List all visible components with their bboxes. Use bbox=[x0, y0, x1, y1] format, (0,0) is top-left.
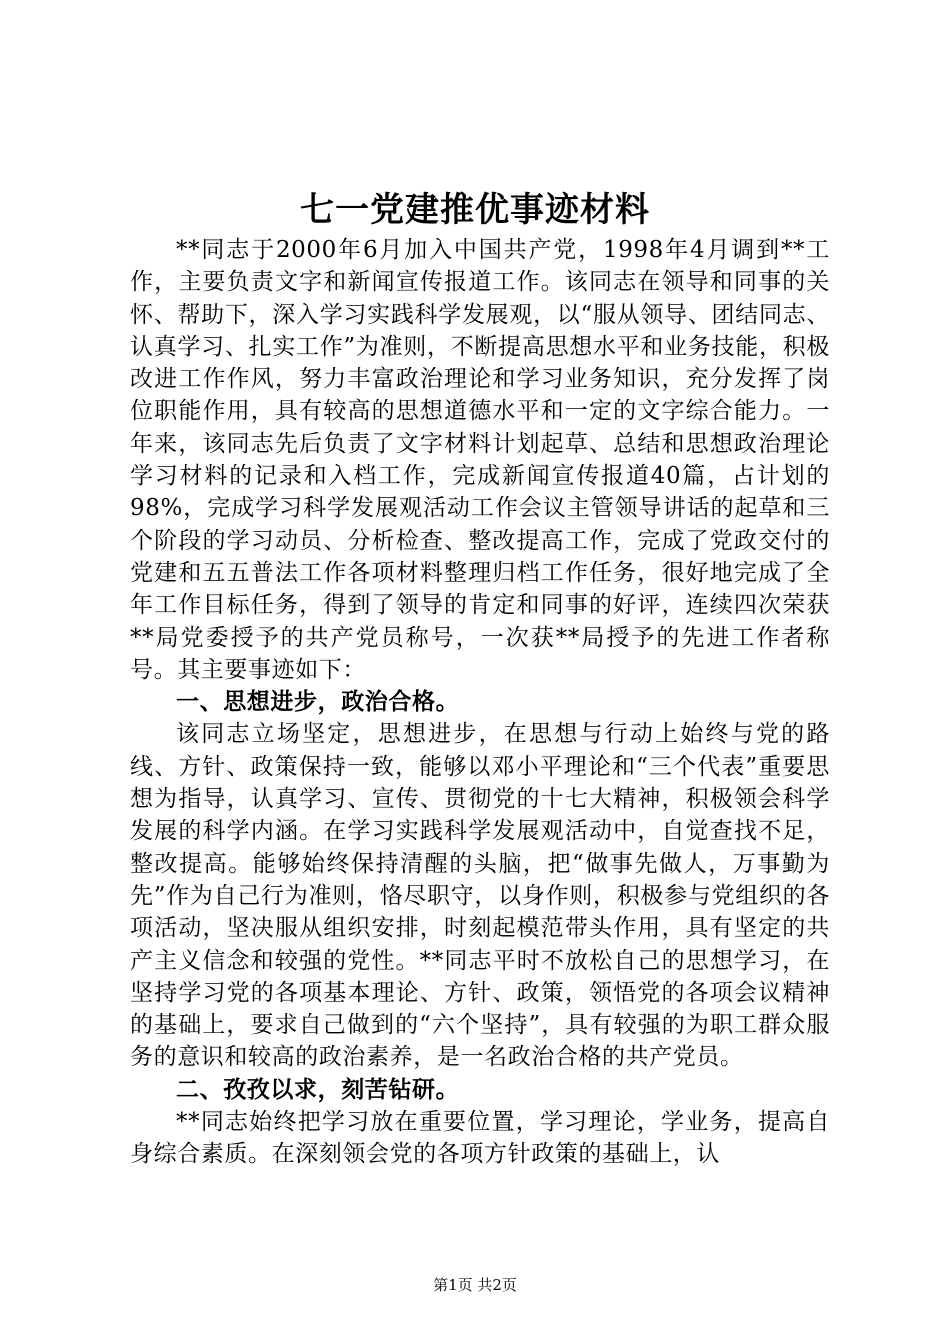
section-body-2: **同志始终把学习放在重要位置，学习理论，学业务，提高自身综合素质。在深刻领会党的各项方针政策的基础上，认 bbox=[130, 1109, 830, 1168]
section-body-1: 该同志立场坚定，思想进步，在思想与行动上始终与党的路线、方针、政策保持一致，能够以邓小平理论和“三个代表”重要思想为指导，认真学习、宣传、贯彻党的十七大精神，积极领会科学发展的科学内涵。在学习实践科学发展观活动中，自觉查找不足，整改提高。能够始终保持清醒的头脑，把“做事先做人，万事勤为先”作为自己行为准则，恪尽职守，以身作则，积极参与党组织的各项活动，坚决服从组织安排，时刻起模范带头作用，具有坚定的共产主义信念和较强的党性。**同志平时不放松自己的思想学习，在坚持学习党的各项基本理论、方针、政策，领悟党的各项会议精神的基础上，要求自己做到的“六个坚持”，具有较强的为职工群众服务的意识和较高的政治素养，是一名政治合格的共产党员。 bbox=[130, 721, 830, 1071]
intro-paragraph: **同志于2000年6月加入中国共产党，1998年4月调到**工作，主要负责文字和新闻宣传报道工作。该同志在领导和同事的关怀、帮助下，深入学习实践科学发展观，以“服从领导、团结同志、认真学习、扎实工作”为准则，不断提高思想水平和业务技能，积极改进工作作风，努力丰富政治理论和学习业务知识，充分发挥了岗位职能作用，具有较高的思想道德水平和一定的文字综合能力。一年来，该同志先后负责了文字材料计划起草、总结和思想政治理论学习材料的记录和入档工作，完成新闻宣传报道40篇，占计划的98%，完成学习科学发展观活动工作会议主管领导讲话的起草和三个阶段的学习动员、分析检查、整改提高工作，完成了党政交付的党建和五五普法工作各项材料整理归档工作任务，很好地完成了全年工作目标任务，得到了领导的肯定和同事的好评，连续四次荣获**局党委授予的共产党员称号，一次获**局授予的先进工作者称号。其主要事迹如下： bbox=[130, 237, 830, 683]
section-heading-1: 一、思想进步，政治合格。 bbox=[176, 688, 460, 716]
section-heading-2: 二、孜孜以求，刻苦钻研。 bbox=[176, 1075, 460, 1103]
page-footer: 第1页 共2页 bbox=[433, 1276, 517, 1294]
document-title: 七一党建推优事迹材料 bbox=[300, 190, 650, 230]
document-body bbox=[130, 234, 830, 1171]
